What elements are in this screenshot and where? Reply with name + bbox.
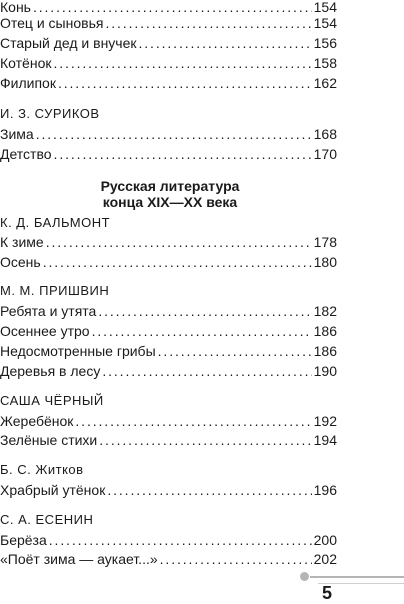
toc-entry-title: К зиме <box>0 234 44 250</box>
author-heading: САША ЧЁРНЫЙ <box>0 393 104 408</box>
toc-leader-dots <box>75 411 311 431</box>
toc-leader-dots <box>99 430 311 450</box>
author-heading: И. З. СУРИКОВ <box>0 106 100 121</box>
toc-entry-page: 154 <box>313 0 337 15</box>
toc-entry-title: Конь <box>0 0 31 15</box>
toc-entry[interactable] <box>0 232 337 252</box>
toc-leader-dots <box>107 480 311 500</box>
toc-entry[interactable] <box>0 13 337 33</box>
toc-leader-dots <box>105 13 311 33</box>
toc-entry-page: 186 <box>313 323 337 339</box>
toc-entry-title: Ребята и утята <box>0 303 97 319</box>
toc-entry[interactable] <box>0 33 337 53</box>
toc-entry-title: Зима <box>0 126 34 142</box>
toc-entry-page: 200 <box>313 532 337 548</box>
toc-entry-page: 170 <box>313 146 337 162</box>
toc-entry-page: 182 <box>313 303 337 319</box>
author-heading: К. Д. БАЛЬМОНТ <box>0 215 111 230</box>
toc-leader-dots <box>58 73 312 93</box>
toc-entry-page: 190 <box>313 363 337 379</box>
author-heading: Б. С. Житков <box>0 462 84 477</box>
toc-entry-title: Храбрый утёнок <box>0 482 106 498</box>
section-heading-line2: конца XIX—XX века <box>102 194 238 210</box>
toc-entry[interactable] <box>0 549 337 569</box>
toc-leader-dots <box>54 144 312 164</box>
toc-leader-dots <box>98 301 311 321</box>
toc-entry[interactable] <box>0 341 337 361</box>
page-number: 5 <box>322 583 333 603</box>
toc-leader-dots <box>53 53 311 73</box>
toc-entry[interactable] <box>0 411 337 431</box>
toc-leader-dots <box>49 530 312 550</box>
toc-entry-title: Жеребёнок <box>0 413 74 429</box>
toc-entry[interactable] <box>0 252 337 272</box>
toc-entry-title: Осеннее утро <box>0 323 90 339</box>
toc-entry-title: Детство <box>0 146 52 162</box>
toc-entry-title: Старый дед и внучек <box>0 35 137 51</box>
toc-entry-title: Берёза <box>0 532 47 548</box>
toc-leader-dots <box>36 124 312 144</box>
toc-entry-title: Осень <box>0 254 41 270</box>
toc-entry-title: Зелёные стихи <box>0 432 98 448</box>
toc-entry[interactable] <box>0 321 337 341</box>
toc-entry-page: 162 <box>313 75 337 91</box>
toc-entry[interactable] <box>0 73 337 93</box>
toc-entry-title: Филипок <box>0 75 56 91</box>
toc-entry-page: 202 <box>313 551 337 567</box>
toc-entry-title: Котёнок <box>0 55 52 71</box>
author-heading: С. А. ЕСЕНИН <box>0 512 94 527</box>
toc-leader-dots <box>46 232 312 252</box>
toc-entry[interactable] <box>0 361 337 381</box>
footer-rule <box>310 576 404 578</box>
toc-leader-dots <box>139 33 312 53</box>
toc-entry-page: 186 <box>313 343 337 359</box>
toc-entry-title: «Поёт зима — аукает...» <box>0 551 158 567</box>
toc-leader-dots <box>158 341 312 361</box>
section-heading-line1: Русская литература <box>100 178 240 194</box>
toc-leader-dots <box>43 252 312 272</box>
toc-entry-page: 156 <box>313 35 337 51</box>
toc-entry[interactable] <box>0 301 337 321</box>
footer-bullet-decoration <box>300 572 309 581</box>
toc-entry-title: Отец и сыновья <box>0 15 104 31</box>
toc-entry-page: 158 <box>313 55 337 71</box>
toc-entry-page: 194 <box>313 432 337 448</box>
toc-entry-page: 192 <box>313 413 337 429</box>
section-heading <box>0 178 340 210</box>
author-heading: М. М. ПРИШВИН <box>0 283 110 298</box>
toc-entry[interactable] <box>0 480 337 500</box>
toc-entry-title: Недосмотренные грибы <box>0 343 156 359</box>
toc-leader-dots <box>102 361 311 381</box>
toc-entry-page: 196 <box>313 482 337 498</box>
toc-entry-title: Деревья в лесу <box>0 363 101 379</box>
toc-entry[interactable] <box>0 430 337 450</box>
toc-entry-page: 168 <box>313 126 337 142</box>
toc-leader-dots <box>160 549 312 569</box>
toc-entry-page: 180 <box>313 254 337 270</box>
toc-entry-page: 178 <box>313 234 337 250</box>
toc-entry[interactable] <box>0 144 337 164</box>
toc-leader-dots <box>92 321 312 341</box>
toc-entry[interactable] <box>0 530 337 550</box>
toc-entry[interactable] <box>0 124 337 144</box>
toc-entry-page: 154 <box>313 15 337 31</box>
toc-entry[interactable] <box>0 53 337 73</box>
